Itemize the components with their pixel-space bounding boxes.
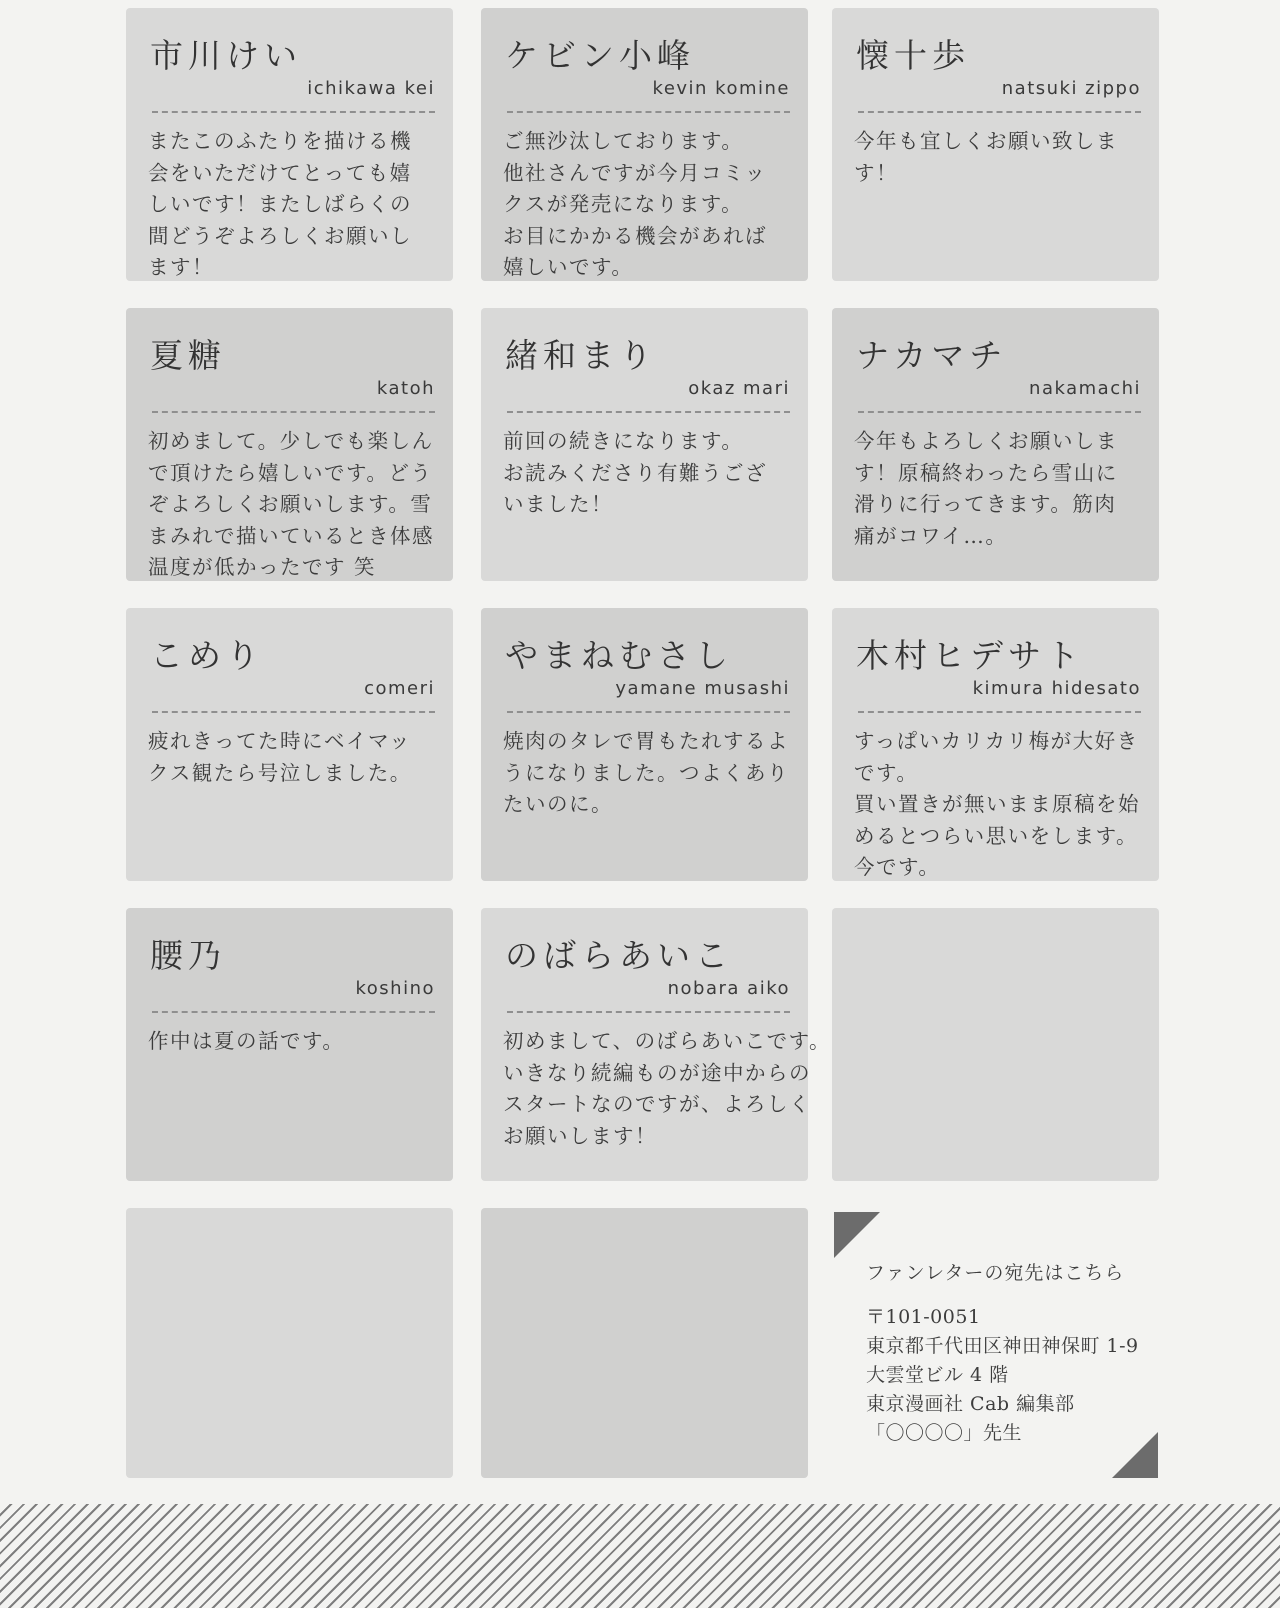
message-line: ご無沙汰しております。 [503, 129, 744, 153]
message-line: す！ [854, 160, 898, 185]
artist-card [481, 908, 831, 1181]
message-line: お読みくださり有難うござ [503, 460, 767, 485]
artist-message [854, 426, 1145, 552]
artist-name-romaji: nobara aiko [667, 978, 790, 999]
dashed-divider [507, 111, 790, 113]
message-line: お目にかかる機会があれば [503, 223, 767, 248]
artist-card [126, 8, 453, 281]
message-line: クスが発売になります。 [503, 192, 744, 216]
message-line: まみれで描いているとき体感 [148, 523, 434, 548]
artist-message [148, 126, 439, 284]
empty-card [126, 1208, 453, 1478]
dashed-divider [858, 711, 1141, 713]
message-line: で頂けたら嬉しいです。どう [148, 460, 433, 485]
message-line: お願いします！ [503, 1123, 657, 1148]
message-line: 今です。 [854, 855, 941, 879]
message-line: すっぱいカリカリ梅が大好き [854, 729, 1139, 753]
empty-card [481, 1208, 808, 1478]
fan-letter-address [866, 1258, 1139, 1448]
corner-triangle-bottom-right [1112, 1432, 1158, 1478]
message-line: いきなり続編ものが途中からの [503, 1060, 811, 1085]
artist-name-jp: ナカマチ [856, 336, 1008, 375]
message-line: 買い置きが無いまま原稿を始 [854, 792, 1140, 816]
message-line: 温度が低かったです 笑 [148, 555, 377, 579]
artist-name-romaji: ichikawa kei [307, 78, 435, 99]
artist-name-jp: 夏糖 [150, 336, 226, 375]
artist-name-romaji: comeri [364, 678, 435, 699]
artist-message [148, 1026, 439, 1058]
address-line: 「〇〇〇〇」先生 [866, 1422, 1023, 1444]
artist-card [832, 608, 1159, 881]
message-line: しいです！またしばらくの [148, 192, 412, 216]
artist-name-jp: のばらあいこ [505, 936, 733, 975]
message-line: クス観たら号泣しました。 [148, 760, 412, 785]
message-line: たいのに。 [503, 792, 613, 816]
dashed-divider [507, 411, 790, 413]
artist-card [126, 308, 453, 581]
artist-card [481, 8, 808, 281]
message-line: 焼肉のタレで胃もたれするよ [503, 729, 789, 753]
artist-name-romaji: nakamachi [1029, 378, 1141, 399]
artist-message [148, 726, 439, 789]
address-line: 東京都千代田区神田神保町 1-9 [866, 1335, 1139, 1357]
artist-card [832, 308, 1159, 581]
message-line: 痛がコワイ…。 [854, 523, 1008, 548]
dashed-divider [858, 111, 1141, 113]
artist-card [126, 908, 453, 1181]
message-line: 滑りに行ってきます。筋肉 [854, 492, 1117, 516]
artist-name-jp: 懐十歩 [856, 36, 970, 75]
diagonal-stripe-band [0, 1504, 1280, 1608]
artist-name-romaji: kimura hidesato [972, 678, 1141, 699]
address-line: 〒101-0051 [866, 1306, 981, 1328]
address-line: 大雲堂ビル 4 階 [866, 1364, 1009, 1386]
message-line: 作中は夏の話です。 [148, 1029, 345, 1053]
message-line: す！原稿終わったら雪山に [854, 460, 1118, 485]
dashed-divider [152, 711, 435, 713]
artist-message [854, 726, 1145, 884]
artist-name-romaji: natsuki zippo [1001, 78, 1141, 99]
artist-message [854, 126, 1145, 189]
artist-name-jp: ケビン小峰 [505, 36, 695, 75]
message-line: 初めまして、のばらあいこです。 [503, 1029, 831, 1053]
message-line: またこのふたりを描ける機 [148, 129, 412, 153]
fan-letter-title: ファンレターの宛先はこちら [866, 1262, 1125, 1284]
message-line: うになりました。つよくあり [503, 760, 789, 785]
artist-name-romaji: kevin komine [652, 78, 790, 99]
corner-triangle-top-left [834, 1212, 880, 1258]
message-line: いました！ [503, 492, 613, 516]
dashed-divider [152, 411, 435, 413]
artist-name-romaji: okaz mari [688, 378, 790, 399]
message-line: 嬉しいです。 [503, 255, 634, 279]
message-line: 前回の続きになります。 [503, 429, 744, 453]
message-line: ます！ [148, 255, 214, 279]
message-line: です。 [854, 760, 919, 785]
artist-name-romaji: katoh [376, 378, 435, 399]
artist-name-romaji: yamane musashi [615, 678, 790, 699]
message-line: ぞよろしくお願いします。雪 [148, 492, 433, 516]
artist-name-jp: 腰乃 [150, 936, 226, 975]
artist-name-romaji: koshino [355, 978, 435, 999]
address-line: 東京漫画社 Cab 編集部 [866, 1393, 1075, 1415]
artist-name-jp: 市川けい [150, 36, 302, 75]
message-line: 初めまして。少しでも楽しん [148, 429, 434, 453]
empty-card [832, 908, 1159, 1181]
dashed-divider [152, 111, 435, 113]
artist-name-jp: 木村ヒデサト [856, 636, 1084, 675]
artist-name-jp: こめり [150, 636, 264, 675]
artist-card [481, 308, 808, 581]
message-line: スタートなのですが、よろしく [503, 1092, 811, 1116]
artist-name-jp: やまねむさし [505, 636, 733, 675]
message-line: 間どうぞよろしくお願いし [148, 223, 412, 248]
artist-message [148, 426, 439, 584]
artist-message [503, 426, 794, 521]
message-line: 会をいただけてとっても嬉 [148, 160, 412, 185]
artist-message [503, 1026, 831, 1152]
message-line: 今年もよろしくお願いしま [854, 429, 1118, 453]
message-line: 疲れきってた時にベイマッ [148, 729, 412, 753]
message-line: 他社さんですが今月コミッ [503, 160, 767, 185]
message-line: 今年も宜しくお願い致しま [854, 129, 1118, 153]
dashed-divider [507, 1011, 790, 1013]
artist-card [481, 608, 808, 881]
artist-card [126, 608, 453, 881]
message-line: めるとつらい思いをします。 [854, 823, 1138, 848]
artist-message [503, 726, 794, 821]
artist-card [832, 8, 1159, 281]
artist-name-jp: 緒和まり [505, 336, 657, 375]
artist-message [503, 126, 794, 284]
dashed-divider [152, 1011, 435, 1013]
dashed-divider [507, 711, 790, 713]
dashed-divider [858, 411, 1141, 413]
